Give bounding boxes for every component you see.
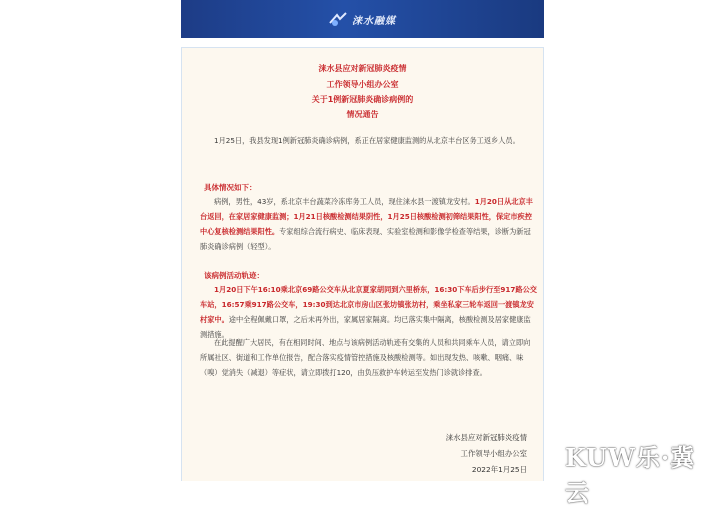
intro-paragraph: 1月25日，我县发现1例新冠肺炎确诊病例，系正在居家健康监测的从北京丰台区务工返乡人员。 <box>214 136 520 145</box>
notice-title-line-3: 关于1例新冠肺炎确诊病例的 <box>311 95 414 104</box>
trajectory-part-1: 1月20日下午16:10乘北京69路公交车从北京夏家胡同到六里桥东，16:30下车后步行至917路公交车站，16:57乘917路公交车，19:30到达北京市房山区张坊镇张坊村，乘坐私家三轮车返回一渡镇龙安村家中。 <box>200 285 537 324</box>
notice-document <box>181 47 544 481</box>
details-part-1: 病例，男性，43岁，系北京丰台蔬菜冷冻库务工人员，现住涞水县一渡镇龙安村。 <box>214 197 475 206</box>
signature-line-1: 涞水县应对新冠肺炎疫情 <box>445 433 527 442</box>
details-part-2: 1月20日从北京丰台返回，在家居家健康监测；1月21日核酸检测结果阴性，1月25日核酸检测初筛结果阳性，保定市疾控中心复核检测结果阳性。 <box>200 197 533 236</box>
closing-paragraph: 在此提醒广大居民，有在相同时间、地点与该病例活动轨迹有交集的人员和共同乘车人员，请立即向所属社区、街道和工作单位报告，配合落实疫情管控措施及核酸检测等。如出现发热、咳嗽、咽痛、味（嗅）觉消失（减退）等症状，请立即拨打120，由负压救护车转运至发热门诊就诊排查。 <box>200 338 531 377</box>
trajectory-paragraph <box>200 282 537 342</box>
brand-logo <box>329 10 396 28</box>
section-heading-trajectory: 该病例活动轨迹： <box>204 271 264 280</box>
watermark-logo: KUW乐·冀云 <box>565 443 696 507</box>
notice-title-line-2: 工作领导小组办公室 <box>326 80 399 89</box>
brand-name: 涞水融媒 <box>352 15 396 27</box>
details-paragraph <box>200 194 537 254</box>
notice-title-line-1: 涞水县应对新冠肺炎疫情 <box>318 64 407 73</box>
signature-line-2: 工作领导小组办公室 <box>460 449 527 458</box>
trajectory-part-2: 途中全程佩戴口罩，之后未再外出，家属居家隔离。均已落实集中隔离，核酸检测及居家健康监测措施。 <box>200 315 531 339</box>
brand-mark-icon <box>329 11 347 27</box>
notice-title-line-4: 情况通告 <box>346 110 379 119</box>
section-heading-details: 具体情况如下： <box>204 183 257 192</box>
signature-date: 2022年1月25日 <box>471 465 527 474</box>
details-part-3: 专家组综合流行病史、临床表现、实验室检测和影像学检查等结果，诊断为新冠肺炎确诊病例（轻型）。 <box>200 227 531 251</box>
header-banner <box>181 0 544 38</box>
